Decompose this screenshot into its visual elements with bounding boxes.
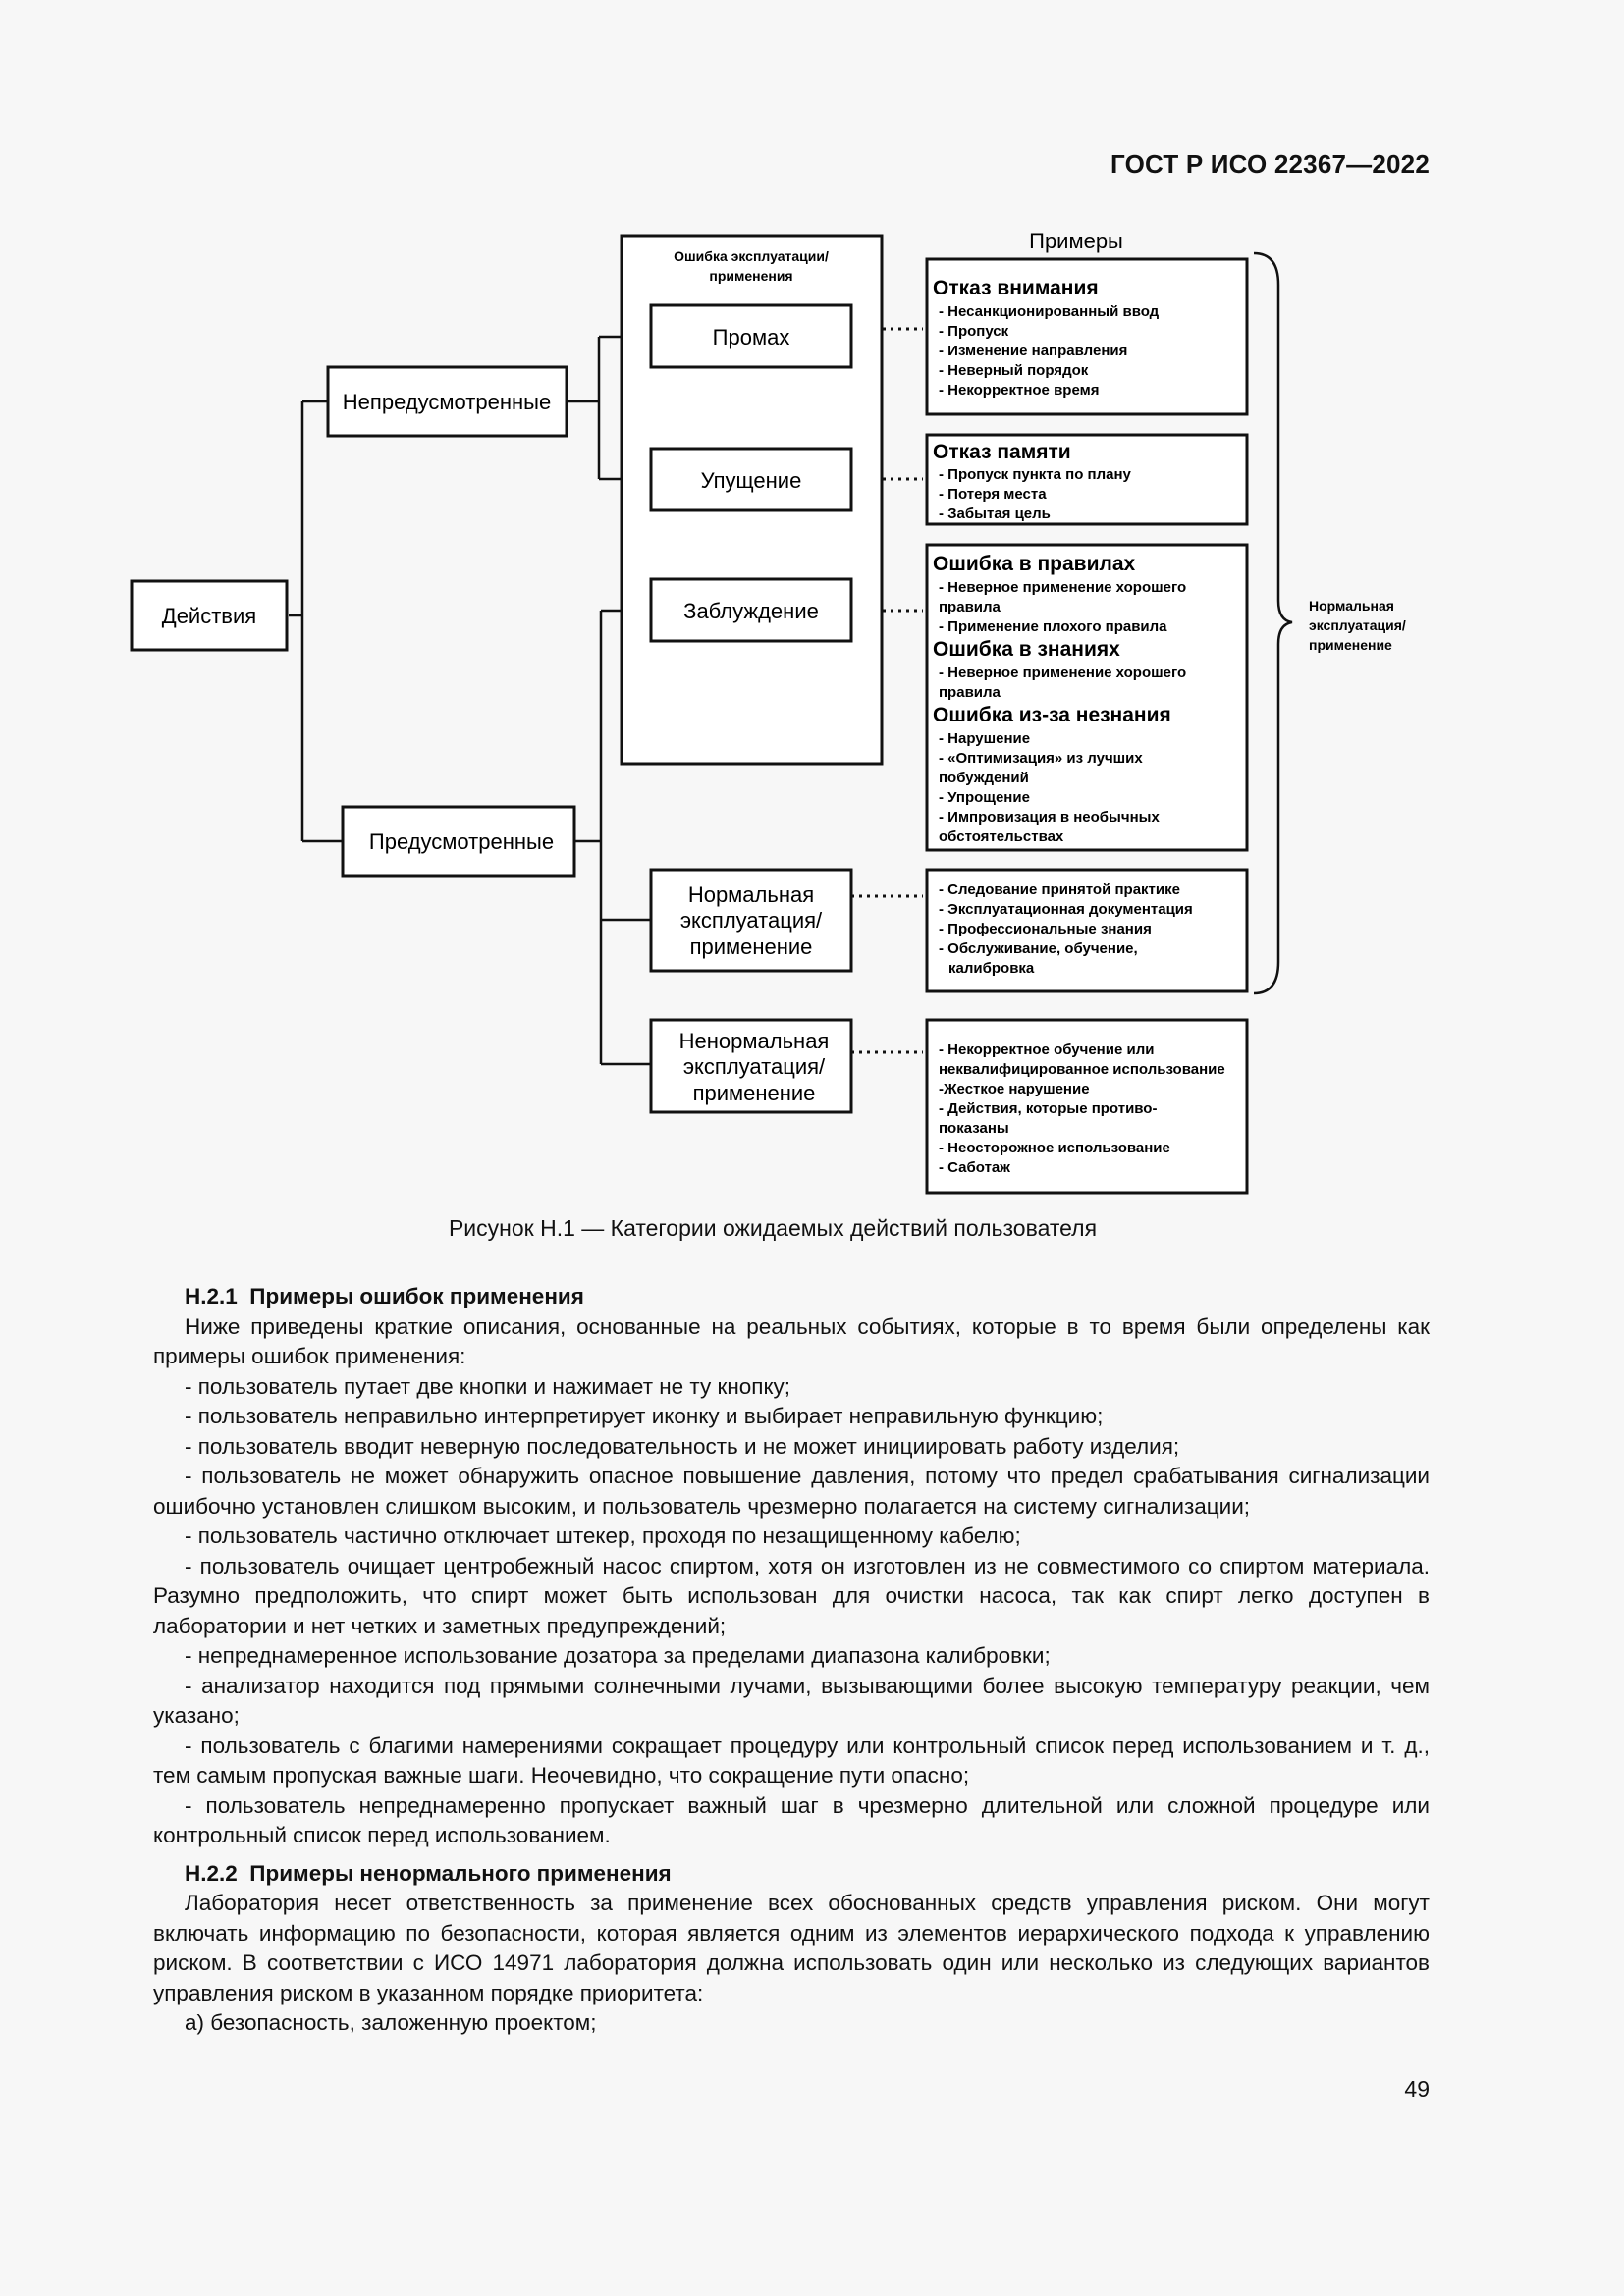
bracket-label-3: применение bbox=[1309, 637, 1392, 653]
examples-title: Примеры bbox=[1029, 229, 1123, 253]
normal-item: - Следование принятой практике bbox=[939, 881, 1180, 898]
page-number: 49 bbox=[1404, 2076, 1430, 2102]
node-normal-use-label-2: эксплуатация/ bbox=[679, 908, 823, 933]
list-item: - пользователь путает две кнопки и нажимает не ту кнопку; bbox=[185, 1373, 791, 1399]
section-heading-2 bbox=[153, 1859, 1430, 1890]
rule-error-title: Ошибка в правилах bbox=[933, 553, 1136, 575]
normal-use-bracket bbox=[1254, 253, 1292, 993]
normal-item: - Эксплуатационная документация bbox=[939, 901, 1193, 918]
list-item: - пользователь не может обнаружить опасное повышение давления, потому что предел срабатывания сигнализации ошибочно установлен слишком высоким, и пользователь чрезмерно полагается на систему сигнализации; bbox=[153, 1464, 1430, 1519]
rule-item: - Применение плохого правила bbox=[939, 618, 1167, 635]
knowledge-item: - Неверное применение хорошего bbox=[939, 665, 1187, 681]
abnormal-item: - Саботаж bbox=[939, 1159, 1010, 1176]
list-item: - непреднамеренное использование дозатора за пределами диапазона калибровки; bbox=[185, 1643, 1051, 1668]
abnormal-item: - Неосторожное использование bbox=[939, 1140, 1170, 1156]
node-mistake-label: Заблуждение bbox=[683, 599, 819, 623]
normal-item: калибровка bbox=[948, 960, 1035, 977]
ignorance-item: - «Оптимизация» из лучших bbox=[939, 750, 1143, 767]
list-item: - пользователь неправильно интерпретирует иконку и выбирает неправильную функцию; bbox=[185, 1404, 1104, 1428]
list-item: - анализатор находится под прямыми солнечными лучами, вызывающими более высокую температуру реакции, чем указано; bbox=[153, 1673, 1430, 1728]
list-item: - пользователь непреднамеренно пропускает важный шаг в чрезмерно длительной или сложной процедуре или контрольный список перед использованием. bbox=[153, 1792, 1430, 1847]
bracket-label-2: эксплуатация/ bbox=[1309, 617, 1406, 633]
node-normal-use-label-3: применение bbox=[689, 934, 813, 959]
list-item-a: а) безопасность, заложенную проектом; bbox=[185, 2010, 597, 2035]
bracket-label-1: Нормальная bbox=[1309, 598, 1394, 614]
node-abnormal-use-label-2: эксплуатация/ bbox=[682, 1054, 826, 1079]
attention-item: - Изменение направления bbox=[939, 343, 1128, 359]
section-heading-1 bbox=[153, 1282, 1430, 1312]
memory-item: - Пропуск пункта по плану bbox=[939, 466, 1131, 483]
use-error-group-label-1: Ошибка эксплуатации/ bbox=[674, 248, 829, 264]
use-error-group-label-2: применения bbox=[709, 268, 793, 284]
normal-item: - Профессиональные знания bbox=[939, 921, 1152, 937]
attention-item: - Пропуск bbox=[939, 323, 1009, 340]
figure-caption: Рисунок Н.1 — Категории ожидаемых действий пользователя bbox=[448, 1215, 1098, 1241]
list-item: - пользователь с благими намерениями сокращает процедуру или контрольный список перед использованием и т. д., тем самым пропуская важные шаги. Неочевидно, что сокращение пути опасно; bbox=[153, 1733, 1430, 1788]
knowledge-error-title: Ошибка в знаниях bbox=[933, 638, 1120, 661]
node-abnormal-use-label-3: применение bbox=[692, 1081, 816, 1105]
node-intended-label: Предусмотренные bbox=[368, 829, 555, 854]
attention-failure-title: Отказ внимания bbox=[933, 277, 1099, 299]
node-lapse-label: Упущение bbox=[700, 468, 802, 493]
ignorance-item: - Упрощение bbox=[939, 789, 1030, 806]
ignorance-item: - Импровизация в необычных bbox=[939, 809, 1160, 826]
ignorance-error-title: Ошибка из-за незнания bbox=[933, 704, 1171, 726]
section-title: Примеры ошибок применения bbox=[249, 1284, 584, 1308]
section-title: Примеры ненормального применения bbox=[249, 1860, 672, 1886]
node-slip-label: Промах bbox=[712, 325, 790, 349]
memory-item: - Забытая цель bbox=[939, 506, 1051, 522]
section-number: Н.2.1 bbox=[185, 1284, 238, 1308]
list-item: - пользователь частично отключает штекер, проходя по незащищенному кабелю; bbox=[185, 1523, 1021, 1548]
section-2-paragraph: Лаборатория несет ответственность за применение всех обоснованных средств управления риском. Они могут включать информацию по безопасности, которая является одним из элементов иерархического подхода к управлению риском. В соответствии с ИСО 14971 лаборатория должна использовать один или несколько из следующих вариантов управления риском в указанном порядке приоритета: bbox=[153, 1891, 1430, 2005]
abnormal-item: - Действия, которые противо- bbox=[939, 1100, 1158, 1117]
ignorance-item: обстоятельствах bbox=[939, 828, 1064, 845]
node-unintended-label: Непредусмотренные bbox=[342, 390, 552, 414]
memory-failure-title: Отказ памяти bbox=[933, 441, 1071, 463]
memory-item: - Потеря места bbox=[939, 486, 1047, 503]
attention-item: - Неверный порядок bbox=[939, 362, 1089, 379]
knowledge-item: правила bbox=[939, 684, 1001, 701]
abnormal-item: -Жесткое нарушение bbox=[939, 1081, 1090, 1097]
node-actions-label: Действия bbox=[161, 604, 257, 628]
rule-item: - Неверное применение хорошего bbox=[939, 579, 1187, 596]
abnormal-item: показаны bbox=[939, 1120, 1009, 1137]
list-item: - пользователь вводит неверную последовательность и не может инициировать работу изделия; bbox=[185, 1433, 1180, 1459]
abnormal-item: неквалифицированное использование bbox=[939, 1061, 1225, 1078]
normal-item: - Обслуживание, обучение, bbox=[939, 940, 1138, 957]
section-number: Н.2.2 bbox=[185, 1860, 238, 1886]
attention-item: - Некорректное время bbox=[939, 382, 1100, 399]
rule-item: правила bbox=[939, 599, 1001, 615]
list-item: - пользователь очищает центробежный насос спиртом, хотя он изготовлен из не совместимого со спиртом материала. Разумно предположить, что спирт может быть использован для очистки насоса, так как спирт легко доступен в лаборатории и нет четких и заметных предупреждений; bbox=[153, 1553, 1430, 1638]
attention-item: - Несанкционированный ввод bbox=[939, 303, 1160, 320]
abnormal-item: - Некорректное обучение или bbox=[939, 1041, 1155, 1058]
ignorance-item: - Нарушение bbox=[939, 730, 1031, 747]
document-header: ГОСТ Р ИСО 22367—2022 bbox=[1110, 149, 1430, 179]
node-normal-use-label-1: Нормальная bbox=[687, 882, 815, 907]
node-abnormal-use-label-1: Ненормальная bbox=[678, 1029, 830, 1053]
ignorance-item: побуждений bbox=[939, 770, 1029, 786]
section-1-intro: Ниже приведены краткие описания, основанные на реальных событиях, которые в то время были определены как примеры ошибок применения: bbox=[153, 1313, 1430, 1368]
body-text bbox=[153, 1276, 1430, 2039]
